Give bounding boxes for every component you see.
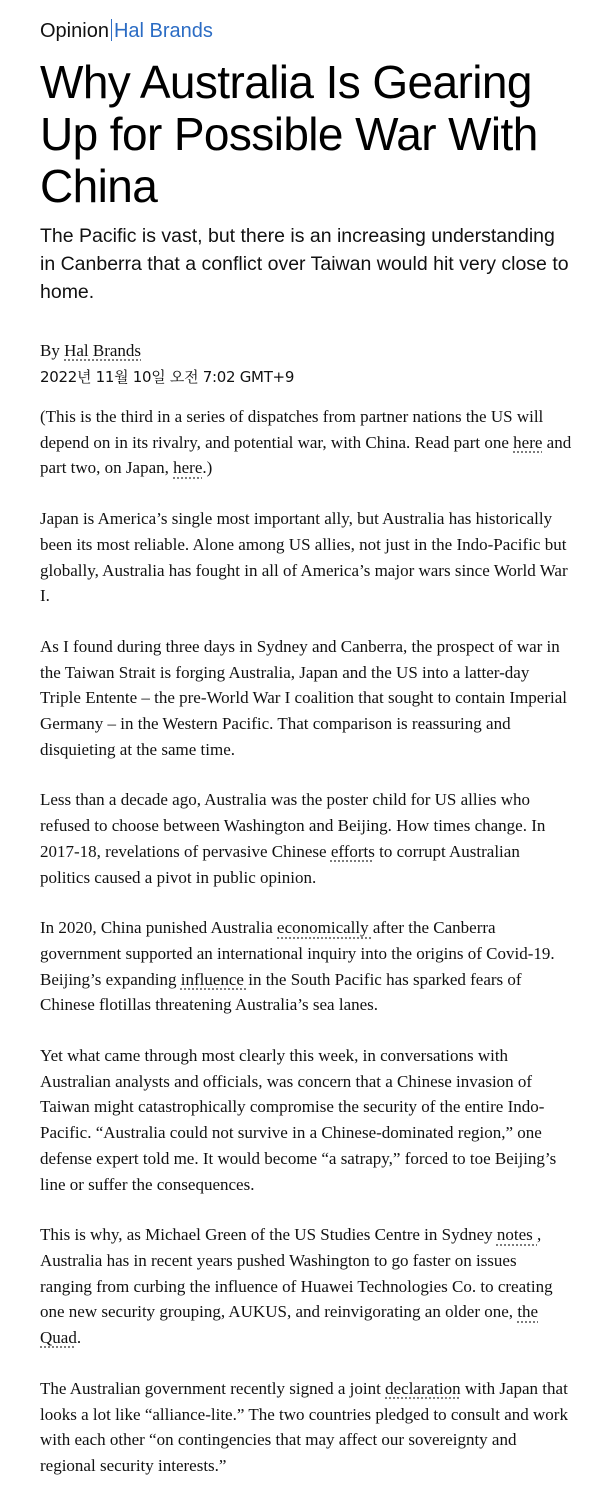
paragraph-3: As I found during three days in Sydney and Canberra, the prospect of war in the Taiwan Strait is forging Australia, Japan and the US into a latter-day Triple Entente – the pre-World War I coalition that sought to contain Imperial Germany – in the Western Pacific. That comparison is reassuring and disquieting at the same time. — [40, 636, 567, 759]
the-quad-link[interactable]: the Quad — [40, 1302, 539, 1348]
paragraph-4-text-a: Less than a decade ago, Australia was the poster child for US allies who refused to choose between Washington and Beijing. How times change. In 2017-18, revelations of pervasive Chinese — [40, 790, 546, 861]
publish-date: 2022년 11월 10일 오전 7:02 GMT+9 — [40, 368, 295, 386]
paragraph-8 — [40, 1376, 572, 1479]
influence-link[interactable]: influence — [180, 969, 249, 989]
byline-prefix: By — [40, 341, 65, 360]
headline: Why Australia Is Gearing Up for Possible War With China — [40, 56, 538, 212]
paragraph-4-text-b: to corrupt Australian politics caused a pivot in public opinion. — [40, 841, 520, 887]
notes-link[interactable]: notes — [496, 1225, 538, 1245]
byline-author-link[interactable]: Hal Brands — [64, 341, 142, 360]
paragraph-6: Yet what came through most clearly this week, in conversations with Australian analysts and officials, was concern that a Chinese invasion of Taiwan might catastrophically compromise the security of the entire Indo-Pacific. “Australia could not survive in a Chinese-dominated region,” one defense expert told me. It would become “a satrapy,” forced to toe Beijing’s line or suffer the consequences. — [40, 1046, 557, 1194]
part-two-link[interactable]: here — [173, 458, 203, 478]
paragraph-5-text-b: after the Canberra government supported an international inquiry into the origins of Covid-19. Beijing’s expanding — [40, 918, 555, 989]
economically-link[interactable]: economically — [277, 918, 373, 938]
article — [40, 14, 572, 1479]
paragraph-4 — [40, 787, 572, 890]
paragraph-8-text-b: with Japan that looks a lot like “alliance-lite.” The two countries pledged to consult and work with each other “on contingencies that may affect our sovereignty and regional security interests.” — [40, 1378, 568, 1475]
paragraph-5 — [40, 915, 572, 1018]
byline — [40, 338, 572, 364]
paragraph-7-text-b: , Australia has in recent years pushed Washington to go faster on issues ranging from curbing the influence of Huawei Technologies Co. to creating one new security grouping, AUKUS, and reinvigorating an older one, — [40, 1225, 553, 1322]
section-label: Opinion — [40, 20, 109, 42]
paragraph-5-text-c: in the South Pacific has sparked fears of Chinese flotillas threatening Australia’s sea lanes. — [40, 969, 522, 1015]
paragraph-1-text-b: and part two, on Japan, — [40, 432, 572, 478]
paragraph-2: Japan is America’s single most important ally, but Australia has historically been its most reliable. Alone among US allies, not just in the Indo-Pacific but globally, Australia has fought in all of America’s major wars since World War I. — [40, 509, 568, 606]
kicker-divider — [111, 19, 112, 41]
kicker — [40, 14, 572, 48]
declaration-link[interactable]: declaration — [385, 1378, 461, 1398]
article-body — [40, 404, 572, 1479]
part-one-link[interactable]: here — [513, 432, 543, 452]
paragraph-7-text-a: This is why, as Michael Green of the US Studies Centre in Sydney — [40, 1225, 497, 1245]
paragraph-7-text-c: . — [76, 1328, 82, 1348]
dek: The Pacific is vast, but there is an increasing understanding in Canberra that a conflict over Taiwan would hit very close to home. — [40, 225, 569, 303]
paragraph-5-text-a: In 2020, China punished Australia — [40, 918, 278, 938]
paragraph-1-text-c: .) — [202, 458, 213, 478]
paragraph-7 — [40, 1222, 572, 1351]
paragraph-8-text-a: The Australian government recently signed a joint — [40, 1378, 386, 1398]
efforts-link[interactable]: efforts — [330, 841, 375, 861]
kicker-author-link[interactable]: Hal Brands — [113, 20, 213, 42]
paragraph-1-text-a: (This is the third in a series of dispatches from partner nations the US will depend on in its rivalry, and potential war, with China. Read part one — [40, 407, 544, 452]
paragraph-1 — [40, 404, 572, 481]
